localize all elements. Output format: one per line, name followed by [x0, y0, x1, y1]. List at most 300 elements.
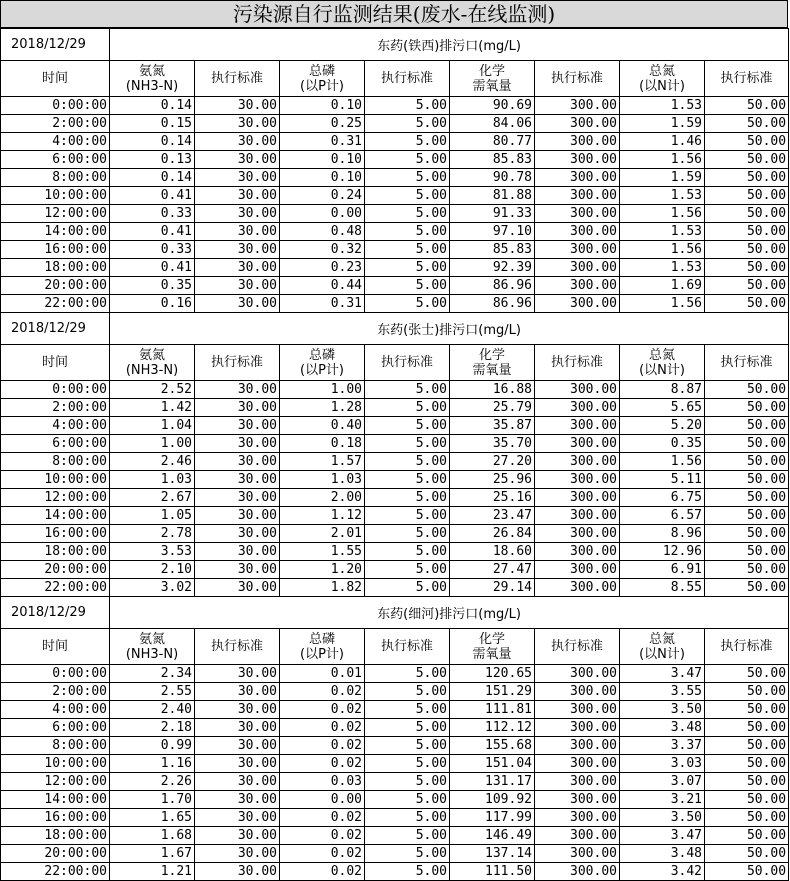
header-line: (以N计) — [639, 362, 685, 378]
cell-tp: 0.02 — [280, 845, 365, 863]
cell-tp: 2.01 — [280, 525, 365, 543]
header-standard: 执行标准 — [705, 629, 789, 665]
table-row — [1, 399, 789, 417]
table-row — [1, 381, 789, 399]
column-header-row — [1, 345, 789, 381]
cell-tn-standard: 50.00 — [705, 223, 789, 241]
header-cod — [450, 61, 535, 97]
table-row — [1, 791, 789, 809]
cell-tp-standard: 5.00 — [365, 115, 450, 133]
cell-tp: 1.57 — [280, 453, 365, 471]
cell-tn: 3.37 — [620, 737, 705, 755]
cell-nh3: 2.52 — [110, 381, 195, 399]
cell-cod: 35.87 — [450, 417, 535, 435]
table-row — [1, 259, 789, 277]
table-row — [1, 863, 789, 881]
cell-nh3-standard: 30.00 — [195, 435, 280, 453]
cell-tp-standard: 5.00 — [365, 719, 450, 737]
cell-tp: 0.00 — [280, 791, 365, 809]
cell-nh3-standard: 30.00 — [195, 701, 280, 719]
cell-nh3: 0.41 — [110, 223, 195, 241]
cell-tn-standard: 50.00 — [705, 133, 789, 151]
cell-nh3: 1.67 — [110, 845, 195, 863]
cell-tn: 1.46 — [620, 133, 705, 151]
cell-time: 14:00:00 — [1, 223, 110, 241]
cell-time: 14:00:00 — [1, 791, 110, 809]
cell-cod: 137.14 — [450, 845, 535, 863]
cell-time: 10:00:00 — [1, 471, 110, 489]
cell-cod-standard: 300.00 — [535, 507, 620, 525]
cell-tn-standard: 50.00 — [705, 489, 789, 507]
cell-time: 0:00:00 — [1, 665, 110, 683]
cell-tn: 3.21 — [620, 791, 705, 809]
cell-tn: 5.65 — [620, 399, 705, 417]
cell-nh3-standard: 30.00 — [195, 399, 280, 417]
cell-tn-standard: 50.00 — [705, 241, 789, 259]
cell-cod-standard: 300.00 — [535, 417, 620, 435]
cell-tp: 0.10 — [280, 97, 365, 115]
block-meta-row — [1, 313, 789, 345]
cell-nh3: 1.42 — [110, 399, 195, 417]
header-line: (以P计) — [300, 362, 344, 378]
cell-tn-standard: 50.00 — [705, 151, 789, 169]
cell-tn: 1.53 — [620, 223, 705, 241]
cell-time: 16:00:00 — [1, 809, 110, 827]
header-cod — [450, 629, 535, 665]
cell-tp-standard: 5.00 — [365, 489, 450, 507]
table-row — [1, 543, 789, 561]
cell-tp-standard: 5.00 — [365, 561, 450, 579]
cell-nh3: 2.26 — [110, 773, 195, 791]
cell-tp: 0.23 — [280, 259, 365, 277]
cell-cod: 86.96 — [450, 277, 535, 295]
cell-tn: 3.47 — [620, 827, 705, 845]
cell-tn: 1.59 — [620, 169, 705, 187]
table-row — [1, 295, 789, 313]
header-nh3 — [110, 629, 195, 665]
cell-tp: 0.02 — [280, 737, 365, 755]
cell-tp: 0.10 — [280, 151, 365, 169]
cell-tp: 0.02 — [280, 755, 365, 773]
cell-tn-standard: 50.00 — [705, 97, 789, 115]
cell-tn: 3.03 — [620, 755, 705, 773]
table-row — [1, 525, 789, 543]
cell-nh3: 0.41 — [110, 259, 195, 277]
cell-tn-standard: 50.00 — [705, 665, 789, 683]
cell-nh3-standard: 30.00 — [195, 683, 280, 701]
cell-nh3: 0.35 — [110, 277, 195, 295]
table-row — [1, 471, 789, 489]
cell-tp-standard: 5.00 — [365, 543, 450, 561]
header-line: 氨氮 — [138, 631, 165, 647]
header-line: 氨氮 — [138, 347, 165, 363]
cell-tn: 1.56 — [620, 205, 705, 223]
cell-tn-standard: 50.00 — [705, 863, 789, 881]
cell-cod-standard: 300.00 — [535, 471, 620, 489]
cell-time: 22:00:00 — [1, 863, 110, 881]
cell-tp: 0.02 — [280, 809, 365, 827]
cell-tp: 0.31 — [280, 133, 365, 151]
cell-time: 0:00:00 — [1, 381, 110, 399]
cell-tn: 12.96 — [620, 543, 705, 561]
cell-tp-standard: 5.00 — [365, 773, 450, 791]
cell-tp: 1.03 — [280, 471, 365, 489]
cell-cod: 27.47 — [450, 561, 535, 579]
cell-tn-standard: 50.00 — [705, 187, 789, 205]
cell-tn-standard: 50.00 — [705, 295, 789, 313]
cell-nh3: 0.41 — [110, 187, 195, 205]
cell-tp: 0.10 — [280, 169, 365, 187]
header-line: 总氮 — [648, 63, 675, 79]
cell-tn-standard: 50.00 — [705, 381, 789, 399]
table-row — [1, 133, 789, 151]
cell-tn-standard: 50.00 — [705, 453, 789, 471]
table-row — [1, 187, 789, 205]
table-row — [1, 205, 789, 223]
header-line: 化学 — [478, 631, 505, 647]
header-tn — [620, 345, 705, 381]
header-standard: 执行标准 — [365, 345, 450, 381]
cell-tp-standard: 5.00 — [365, 435, 450, 453]
cell-nh3-standard: 30.00 — [195, 489, 280, 507]
cell-cod: 86.96 — [450, 295, 535, 313]
cell-tn: 6.75 — [620, 489, 705, 507]
header-line: (以P计) — [300, 78, 344, 94]
cell-tp-standard: 5.00 — [365, 205, 450, 223]
cell-tn: 3.55 — [620, 683, 705, 701]
cell-cod-standard: 300.00 — [535, 187, 620, 205]
cell-tp-standard: 5.00 — [365, 827, 450, 845]
cell-tp-standard: 5.00 — [365, 277, 450, 295]
cell-time: 12:00:00 — [1, 773, 110, 791]
cell-tp: 0.02 — [280, 683, 365, 701]
table-row — [1, 169, 789, 187]
cell-time: 16:00:00 — [1, 241, 110, 259]
cell-nh3: 1.70 — [110, 791, 195, 809]
cell-cod: 18.60 — [450, 543, 535, 561]
cell-tn: 3.48 — [620, 845, 705, 863]
cell-nh3: 3.02 — [110, 579, 195, 597]
table-row — [1, 151, 789, 169]
cell-cod-standard: 300.00 — [535, 701, 620, 719]
cell-tn-standard: 50.00 — [705, 683, 789, 701]
table-row — [1, 773, 789, 791]
table-row — [1, 561, 789, 579]
cell-nh3: 2.18 — [110, 719, 195, 737]
header-line: 需氧量 — [472, 78, 512, 94]
header-line: (NH3-N) — [125, 646, 179, 662]
outlet-block — [0, 596, 789, 881]
cell-nh3-standard: 30.00 — [195, 809, 280, 827]
cell-nh3-standard: 30.00 — [195, 453, 280, 471]
table-row — [1, 737, 789, 755]
cell-tp: 0.03 — [280, 773, 365, 791]
cell-tn-standard: 50.00 — [705, 471, 789, 489]
cell-cod-standard: 300.00 — [535, 295, 620, 313]
cell-tn: 1.56 — [620, 241, 705, 259]
cell-tn-standard: 50.00 — [705, 579, 789, 597]
cell-nh3: 0.99 — [110, 737, 195, 755]
cell-time: 18:00:00 — [1, 827, 110, 845]
cell-tn: 1.53 — [620, 187, 705, 205]
cell-cod-standard: 300.00 — [535, 791, 620, 809]
outlet-block — [0, 312, 789, 597]
cell-cod-standard: 300.00 — [535, 737, 620, 755]
cell-nh3: 0.16 — [110, 295, 195, 313]
cell-cod-standard: 300.00 — [535, 223, 620, 241]
cell-nh3: 1.03 — [110, 471, 195, 489]
cell-tp-standard: 5.00 — [365, 223, 450, 241]
table-row — [1, 827, 789, 845]
cell-tp: 0.18 — [280, 435, 365, 453]
cell-time: 0:00:00 — [1, 97, 110, 115]
cell-nh3: 3.53 — [110, 543, 195, 561]
cell-time: 6:00:00 — [1, 435, 110, 453]
cell-tn: 8.96 — [620, 525, 705, 543]
cell-tn-standard: 50.00 — [705, 561, 789, 579]
cell-cod: 29.14 — [450, 579, 535, 597]
cell-cod: 117.99 — [450, 809, 535, 827]
header-standard: 执行标准 — [705, 61, 789, 97]
header-standard: 执行标准 — [535, 629, 620, 665]
column-header-row — [1, 61, 789, 97]
header-tp — [280, 61, 365, 97]
header-line: 总磷 — [308, 63, 335, 79]
cell-tp: 0.02 — [280, 719, 365, 737]
cell-time: 6:00:00 — [1, 151, 110, 169]
table-row — [1, 241, 789, 259]
cell-tp-standard: 5.00 — [365, 151, 450, 169]
header-line: (NH3-N) — [125, 362, 179, 378]
cell-time: 14:00:00 — [1, 507, 110, 525]
cell-cod-standard: 300.00 — [535, 115, 620, 133]
cell-tn: 1.69 — [620, 277, 705, 295]
cell-tn: 5.20 — [620, 417, 705, 435]
cell-tn-standard: 50.00 — [705, 701, 789, 719]
cell-tp-standard: 5.00 — [365, 845, 450, 863]
header-line: 化学 — [478, 63, 505, 79]
table-row — [1, 115, 789, 133]
cell-nh3-standard: 30.00 — [195, 151, 280, 169]
header-line: 总磷 — [308, 631, 335, 647]
cell-tp: 1.12 — [280, 507, 365, 525]
cell-nh3: 1.00 — [110, 435, 195, 453]
table-row — [1, 579, 789, 597]
cell-tp-standard: 5.00 — [365, 507, 450, 525]
cell-tn-standard: 50.00 — [705, 435, 789, 453]
cell-nh3-standard: 30.00 — [195, 471, 280, 489]
table-row — [1, 97, 789, 115]
cell-tn-standard: 50.00 — [705, 845, 789, 863]
cell-tp: 0.31 — [280, 295, 365, 313]
cell-cod: 146.49 — [450, 827, 535, 845]
cell-cod: 25.79 — [450, 399, 535, 417]
cell-tp: 0.32 — [280, 241, 365, 259]
cell-nh3: 1.21 — [110, 863, 195, 881]
cell-tn: 3.07 — [620, 773, 705, 791]
cell-tn: 3.48 — [620, 719, 705, 737]
cell-cod-standard: 300.00 — [535, 241, 620, 259]
cell-nh3-standard: 30.00 — [195, 381, 280, 399]
table-row — [1, 507, 789, 525]
cell-cod: 151.29 — [450, 683, 535, 701]
header-line: 化学 — [478, 347, 505, 363]
cell-tp: 0.02 — [280, 827, 365, 845]
cell-cod-standard: 300.00 — [535, 579, 620, 597]
header-nh3 — [110, 345, 195, 381]
header-line: (以N计) — [639, 78, 685, 94]
cell-cod-standard: 300.00 — [535, 773, 620, 791]
cell-nh3-standard: 30.00 — [195, 417, 280, 435]
cell-tp-standard: 5.00 — [365, 97, 450, 115]
table-row — [1, 809, 789, 827]
cell-tp-standard: 5.00 — [365, 259, 450, 277]
cell-time: 20:00:00 — [1, 845, 110, 863]
cell-tn: 6.57 — [620, 507, 705, 525]
cell-tn: 8.55 — [620, 579, 705, 597]
cell-cod-standard: 300.00 — [535, 827, 620, 845]
header-time: 时间 — [1, 61, 110, 97]
cell-tp-standard: 5.00 — [365, 417, 450, 435]
cell-nh3: 1.65 — [110, 809, 195, 827]
header-standard: 执行标准 — [535, 345, 620, 381]
cell-nh3: 0.33 — [110, 205, 195, 223]
cell-cod-standard: 300.00 — [535, 277, 620, 295]
cell-tn: 1.53 — [620, 97, 705, 115]
cell-nh3: 0.13 — [110, 151, 195, 169]
header-standard: 执行标准 — [365, 61, 450, 97]
cell-tn: 1.56 — [620, 295, 705, 313]
header-line: 氨氮 — [138, 63, 165, 79]
cell-tn: 1.56 — [620, 453, 705, 471]
cell-tp: 0.02 — [280, 863, 365, 881]
cell-tn-standard: 50.00 — [705, 507, 789, 525]
cell-tp-standard: 5.00 — [365, 187, 450, 205]
cell-nh3-standard: 30.00 — [195, 133, 280, 151]
cell-tn-standard: 50.00 — [705, 525, 789, 543]
cell-cod: 91.33 — [450, 205, 535, 223]
cell-tp-standard: 5.00 — [365, 701, 450, 719]
cell-cod: 109.92 — [450, 791, 535, 809]
cell-nh3-standard: 30.00 — [195, 561, 280, 579]
cell-cod: 26.84 — [450, 525, 535, 543]
table-row — [1, 665, 789, 683]
table-row — [1, 223, 789, 241]
cell-time: 12:00:00 — [1, 489, 110, 507]
cell-nh3: 1.05 — [110, 507, 195, 525]
cell-nh3-standard: 30.00 — [195, 755, 280, 773]
cell-nh3: 1.04 — [110, 417, 195, 435]
cell-time: 2:00:00 — [1, 399, 110, 417]
header-standard: 执行标准 — [195, 61, 280, 97]
cell-tn: 5.11 — [620, 471, 705, 489]
cell-tp-standard: 5.00 — [365, 241, 450, 259]
cell-tp: 0.01 — [280, 665, 365, 683]
cell-nh3-standard: 30.00 — [195, 773, 280, 791]
cell-nh3-standard: 30.00 — [195, 295, 280, 313]
cell-tn-standard: 50.00 — [705, 169, 789, 187]
cell-tp-standard: 5.00 — [365, 133, 450, 151]
cell-nh3-standard: 30.00 — [195, 543, 280, 561]
cell-tp: 2.00 — [280, 489, 365, 507]
outlet-name: 东药(铁西)排污口(mg/L) — [110, 29, 789, 61]
cell-tp-standard: 5.00 — [365, 399, 450, 417]
header-tn — [620, 61, 705, 97]
cell-tn-standard: 50.00 — [705, 773, 789, 791]
table-row — [1, 701, 789, 719]
cell-time: 4:00:00 — [1, 133, 110, 151]
cell-tp-standard: 5.00 — [365, 809, 450, 827]
cell-tn-standard: 50.00 — [705, 791, 789, 809]
cell-nh3-standard: 30.00 — [195, 737, 280, 755]
cell-cod-standard: 300.00 — [535, 863, 620, 881]
cell-nh3-standard: 30.00 — [195, 863, 280, 881]
cell-time: 22:00:00 — [1, 579, 110, 597]
cell-nh3: 2.67 — [110, 489, 195, 507]
cell-cod-standard: 300.00 — [535, 719, 620, 737]
cell-cod-standard: 300.00 — [535, 151, 620, 169]
cell-nh3: 0.14 — [110, 97, 195, 115]
cell-cod-standard: 300.00 — [535, 381, 620, 399]
cell-nh3-standard: 30.00 — [195, 719, 280, 737]
cell-tp-standard: 5.00 — [365, 453, 450, 471]
cell-nh3: 2.46 — [110, 453, 195, 471]
table-row — [1, 845, 789, 863]
cell-cod-standard: 300.00 — [535, 399, 620, 417]
cell-nh3-standard: 30.00 — [195, 241, 280, 259]
cell-tp-standard: 5.00 — [365, 665, 450, 683]
cell-cod-standard: 300.00 — [535, 561, 620, 579]
header-line: 需氧量 — [472, 646, 512, 662]
block-date: 2018/12/29 — [1, 597, 110, 629]
cell-tn: 3.50 — [620, 809, 705, 827]
header-line: 总磷 — [308, 347, 335, 363]
cell-tn-standard: 50.00 — [705, 543, 789, 561]
cell-cod: 25.16 — [450, 489, 535, 507]
cell-cod-standard: 300.00 — [535, 133, 620, 151]
cell-cod: 120.65 — [450, 665, 535, 683]
cell-nh3-standard: 30.00 — [195, 791, 280, 809]
cell-cod-standard: 300.00 — [535, 809, 620, 827]
cell-nh3: 2.10 — [110, 561, 195, 579]
header-nh3 — [110, 61, 195, 97]
cell-cod-standard: 300.00 — [535, 205, 620, 223]
cell-cod: 85.83 — [450, 241, 535, 259]
cell-tp-standard: 5.00 — [365, 169, 450, 187]
cell-tp: 1.00 — [280, 381, 365, 399]
cell-nh3: 2.40 — [110, 701, 195, 719]
cell-cod: 27.20 — [450, 453, 535, 471]
cell-cod: 25.96 — [450, 471, 535, 489]
cell-tn-standard: 50.00 — [705, 737, 789, 755]
cell-tp: 0.44 — [280, 277, 365, 295]
header-tn — [620, 629, 705, 665]
cell-nh3-standard: 30.00 — [195, 845, 280, 863]
cell-cod-standard: 300.00 — [535, 755, 620, 773]
header-line: 总氮 — [648, 347, 675, 363]
cell-tp: 1.20 — [280, 561, 365, 579]
cell-nh3: 1.68 — [110, 827, 195, 845]
cell-cod-standard: 300.00 — [535, 435, 620, 453]
cell-tn-standard: 50.00 — [705, 399, 789, 417]
block-date: 2018/12/29 — [1, 29, 110, 61]
cell-nh3-standard: 30.00 — [195, 187, 280, 205]
block-meta-row — [1, 29, 789, 61]
table-row — [1, 683, 789, 701]
cell-tp-standard: 5.00 — [365, 737, 450, 755]
cell-nh3-standard: 30.00 — [195, 277, 280, 295]
cell-cod-standard: 300.00 — [535, 665, 620, 683]
